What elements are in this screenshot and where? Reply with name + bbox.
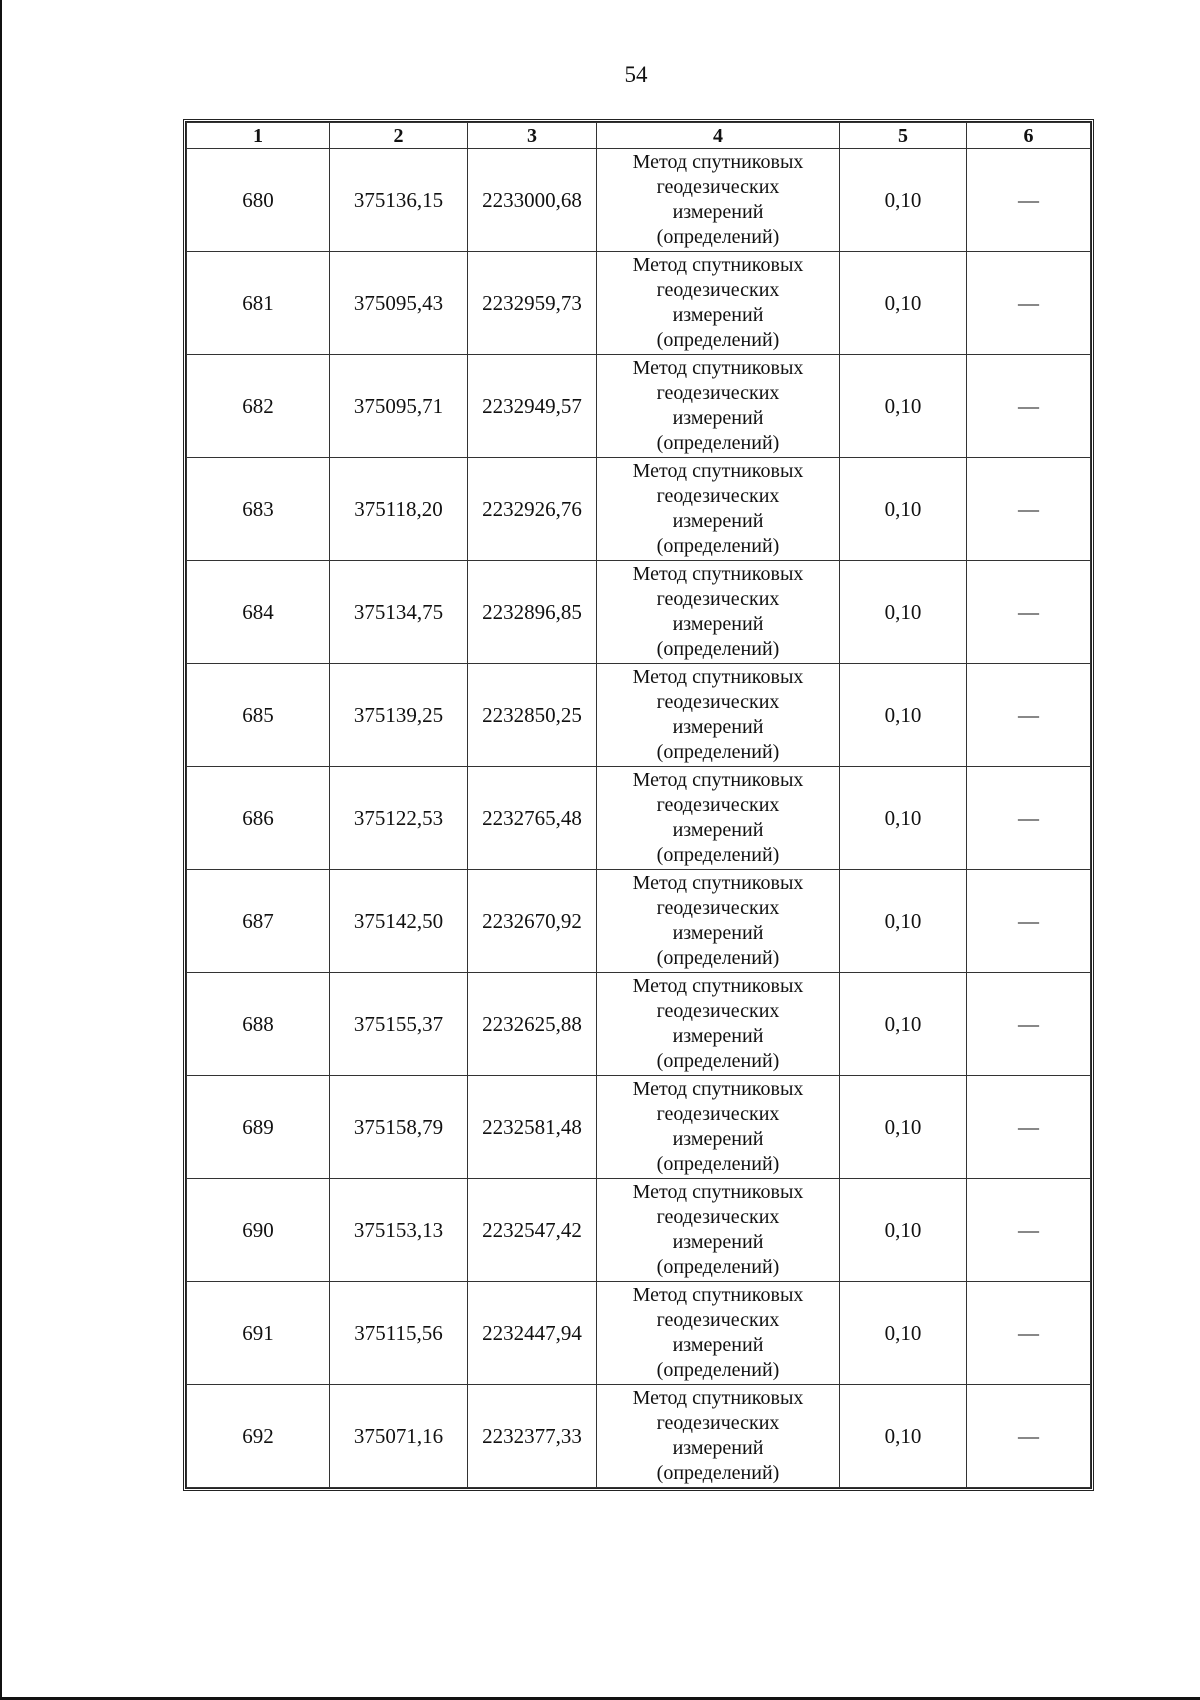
method-line: (определений) <box>656 226 780 248</box>
table-header-row <box>187 123 1091 149</box>
method-line: (определений) <box>656 638 780 660</box>
method-line: Метод спутниковых <box>632 1181 804 1203</box>
method-line: геодезических <box>656 1206 780 1228</box>
column-header-6: 6 <box>967 123 1091 149</box>
accuracy-cell: 0,10 <box>840 561 967 664</box>
point-number-cell: 687 <box>187 870 330 973</box>
coordinate-x-cell: 375134,75 <box>330 561 468 664</box>
point-number-cell: 686 <box>187 767 330 870</box>
method-line: Метод спутниковых <box>632 1284 804 1306</box>
column-header-5: 5 <box>840 123 967 149</box>
accuracy-cell: 0,10 <box>840 149 967 252</box>
method-line: Метод спутниковых <box>632 460 804 482</box>
method-cell <box>597 973 840 1076</box>
method-line: геодезических <box>656 1103 780 1125</box>
note-cell: — <box>967 1282 1091 1385</box>
method-line: измерений <box>672 1231 764 1253</box>
table-row <box>187 870 1091 973</box>
method-line: измерений <box>672 201 764 223</box>
method-line: геодезических <box>656 279 780 301</box>
coordinate-y-cell: 2232765,48 <box>468 767 597 870</box>
coordinates-table-frame <box>183 119 1094 1491</box>
method-cell <box>597 1076 840 1179</box>
point-number-cell: 682 <box>187 355 330 458</box>
coordinate-x-cell: 375122,53 <box>330 767 468 870</box>
method-cell <box>597 870 840 973</box>
accuracy-cell: 0,10 <box>840 252 967 355</box>
coordinates-table <box>186 122 1091 1488</box>
method-cell <box>597 1282 840 1385</box>
point-number-cell: 683 <box>187 458 330 561</box>
coordinate-y-cell: 2233000,68 <box>468 149 597 252</box>
table-row <box>187 561 1091 664</box>
note-cell: — <box>967 767 1091 870</box>
accuracy-cell: 0,10 <box>840 1282 967 1385</box>
coordinate-x-cell: 375136,15 <box>330 149 468 252</box>
method-line: геодезических <box>656 897 780 919</box>
table-row <box>187 1282 1091 1385</box>
coordinate-x-cell: 375158,79 <box>330 1076 468 1179</box>
accuracy-cell: 0,10 <box>840 973 967 1076</box>
method-line: измерений <box>672 922 764 944</box>
accuracy-cell: 0,10 <box>840 355 967 458</box>
column-header-2: 2 <box>330 123 468 149</box>
coordinate-x-cell: 375115,56 <box>330 1282 468 1385</box>
table-row <box>187 973 1091 1076</box>
method-cell <box>597 149 840 252</box>
page-number: 54 <box>624 62 648 87</box>
method-cell <box>597 561 840 664</box>
method-line: Метод спутниковых <box>632 1078 804 1100</box>
method-line: (определений) <box>656 329 780 351</box>
accuracy-cell: 0,10 <box>840 1179 967 1282</box>
table-row <box>187 767 1091 870</box>
method-line: геодезических <box>656 1412 780 1434</box>
note-cell: — <box>967 252 1091 355</box>
column-header-4: 4 <box>597 123 840 149</box>
point-number-cell: 684 <box>187 561 330 664</box>
table-row <box>187 664 1091 767</box>
method-cell <box>597 1179 840 1282</box>
point-number-cell: 685 <box>187 664 330 767</box>
method-line: Метод спутниковых <box>632 357 804 379</box>
coordinate-y-cell: 2232926,76 <box>468 458 597 561</box>
coordinate-y-cell: 2232547,42 <box>468 1179 597 1282</box>
method-line: измерений <box>672 1437 764 1459</box>
coordinate-x-cell: 375118,20 <box>330 458 468 561</box>
method-cell <box>597 767 840 870</box>
method-line: измерений <box>672 1334 764 1356</box>
table-row <box>187 458 1091 561</box>
point-number-cell: 691 <box>187 1282 330 1385</box>
method-cell <box>597 252 840 355</box>
coordinate-y-cell: 2232377,33 <box>468 1385 597 1488</box>
note-cell: — <box>967 664 1091 767</box>
accuracy-cell: 0,10 <box>840 870 967 973</box>
table-row <box>187 149 1091 252</box>
method-line: (определений) <box>656 432 780 454</box>
method-line: измерений <box>672 716 764 738</box>
method-line: измерений <box>672 1128 764 1150</box>
note-cell: — <box>967 870 1091 973</box>
column-header-1: 1 <box>187 123 330 149</box>
accuracy-cell: 0,10 <box>840 767 967 870</box>
method-line: Метод спутниковых <box>632 872 804 894</box>
method-cell <box>597 664 840 767</box>
method-line: измерений <box>672 407 764 429</box>
coordinate-x-cell: 375095,43 <box>330 252 468 355</box>
method-line: Метод спутниковых <box>632 1387 804 1409</box>
point-number-cell: 688 <box>187 973 330 1076</box>
method-line: измерений <box>672 613 764 635</box>
note-cell: — <box>967 561 1091 664</box>
method-line: измерений <box>672 1025 764 1047</box>
coordinate-y-cell: 2232959,73 <box>468 252 597 355</box>
table-row <box>187 1385 1091 1488</box>
point-number-cell: 680 <box>187 149 330 252</box>
method-line: измерений <box>672 304 764 326</box>
scan-border-left <box>0 0 2 1700</box>
coordinate-y-cell: 2232850,25 <box>468 664 597 767</box>
method-cell <box>597 1385 840 1488</box>
method-line: Метод спутниковых <box>632 975 804 997</box>
coordinate-y-cell: 2232581,48 <box>468 1076 597 1179</box>
method-line: геодезических <box>656 588 780 610</box>
method-line: (определений) <box>656 1050 780 1072</box>
accuracy-cell: 0,10 <box>840 458 967 561</box>
method-cell <box>597 355 840 458</box>
method-line: геодезических <box>656 1309 780 1331</box>
coordinate-x-cell: 375153,13 <box>330 1179 468 1282</box>
method-line: геодезических <box>656 382 780 404</box>
method-cell <box>597 458 840 561</box>
method-line: геодезических <box>656 794 780 816</box>
note-cell: — <box>967 1179 1091 1282</box>
coordinate-y-cell: 2232625,88 <box>468 973 597 1076</box>
coordinate-y-cell: 2232949,57 <box>468 355 597 458</box>
method-line: (определений) <box>656 535 780 557</box>
table-body <box>187 149 1091 1488</box>
table-row <box>187 252 1091 355</box>
coordinate-y-cell: 2232447,94 <box>468 1282 597 1385</box>
method-line: Метод спутниковых <box>632 666 804 688</box>
method-line: геодезических <box>656 691 780 713</box>
table-row <box>187 1076 1091 1179</box>
method-line: (определений) <box>656 1359 780 1381</box>
method-line: (определений) <box>656 947 780 969</box>
method-line: измерений <box>672 819 764 841</box>
coordinate-y-cell: 2232670,92 <box>468 870 597 973</box>
note-cell: — <box>967 1076 1091 1179</box>
point-number-cell: 689 <box>187 1076 330 1179</box>
note-cell: — <box>967 973 1091 1076</box>
point-number-cell: 690 <box>187 1179 330 1282</box>
table-row <box>187 1179 1091 1282</box>
note-cell: — <box>967 458 1091 561</box>
coordinate-x-cell: 375071,16 <box>330 1385 468 1488</box>
accuracy-cell: 0,10 <box>840 1076 967 1179</box>
accuracy-cell: 0,10 <box>840 1385 967 1488</box>
point-number-cell: 692 <box>187 1385 330 1488</box>
coordinate-x-cell: 375139,25 <box>330 664 468 767</box>
method-line: (определений) <box>656 1462 780 1484</box>
coordinate-x-cell: 375095,71 <box>330 355 468 458</box>
point-number-cell: 681 <box>187 252 330 355</box>
column-header-3: 3 <box>468 123 597 149</box>
method-line: (определений) <box>656 1256 780 1278</box>
method-line: Метод спутниковых <box>632 254 804 276</box>
method-line: Метод спутниковых <box>632 151 804 173</box>
method-line: (определений) <box>656 844 780 866</box>
note-cell: — <box>967 149 1091 252</box>
method-line: геодезических <box>656 1000 780 1022</box>
coordinate-x-cell: 375155,37 <box>330 973 468 1076</box>
method-line: геодезических <box>656 485 780 507</box>
coordinate-y-cell: 2232896,85 <box>468 561 597 664</box>
accuracy-cell: 0,10 <box>840 664 967 767</box>
table-row <box>187 355 1091 458</box>
method-line: (определений) <box>656 1153 780 1175</box>
method-line: (определений) <box>656 741 780 763</box>
method-line: геодезических <box>656 176 780 198</box>
note-cell: — <box>967 1385 1091 1488</box>
note-cell: — <box>967 355 1091 458</box>
coordinate-x-cell: 375142,50 <box>330 870 468 973</box>
method-line: Метод спутниковых <box>632 563 804 585</box>
method-line: Метод спутниковых <box>632 769 804 791</box>
method-line: измерений <box>672 510 764 532</box>
